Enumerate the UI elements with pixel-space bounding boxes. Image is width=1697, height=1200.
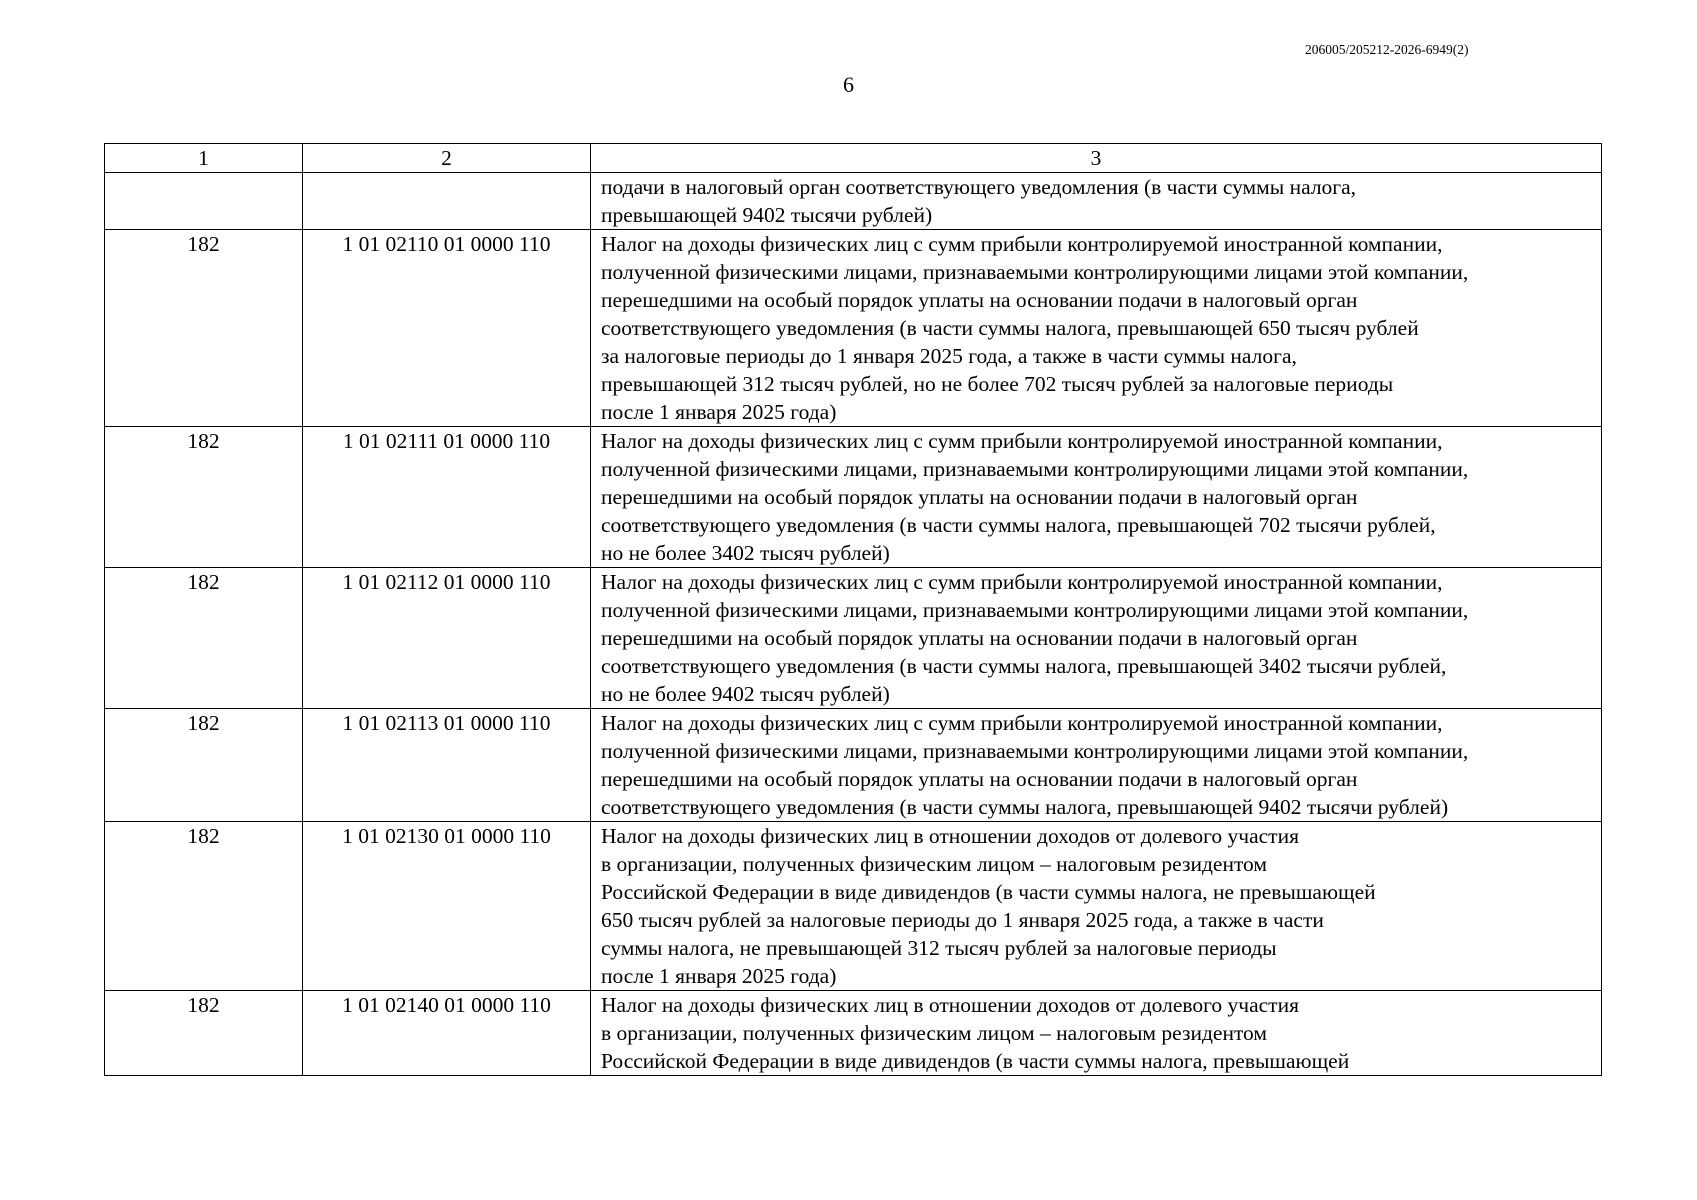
document-number: 206005/205212-2026-6949(2)	[1305, 42, 1469, 57]
admin-code-cell: 182	[105, 427, 303, 568]
table-row	[105, 230, 1602, 427]
admin-code-cell: 182	[105, 991, 303, 1076]
budget-code-cell: 1 01 02130 01 0000 110	[303, 822, 591, 991]
description-line: Российской Федерации в виде дивидендов (в части суммы налога, не превышающей	[601, 880, 1376, 904]
description-line: суммы налога, не превышающей 312 тысяч рублей за налоговые периоды	[601, 936, 1277, 960]
budget-code-cell: 1 01 02113 01 0000 110	[303, 709, 591, 822]
description-line: полученной физическими лицами, признаваемыми контролирующими лицами этой компании,	[601, 739, 1469, 763]
description-line: в организации, полученных физическим лицом – налоговым резидентом	[601, 852, 1268, 876]
description-line: подачи в налоговый орган соответствующего уведомления (в части суммы налога,	[601, 175, 1357, 199]
description-line: Налог на доходы физических лиц с сумм прибыли контролируемой иностранной компании,	[601, 711, 1443, 735]
budget-code-cell: 1 01 02110 01 0000 110	[303, 230, 591, 427]
description-line: Российской Федерации в виде дивидендов (в части суммы налога, превышающей	[601, 1049, 1350, 1073]
table-row	[105, 822, 1602, 991]
description-cell	[591, 230, 1602, 427]
admin-code-cell: 182	[105, 822, 303, 991]
description-cell	[591, 568, 1602, 709]
description-line: после 1 января 2025 года)	[601, 964, 837, 988]
description-line: но не более 3402 тысяч рублей)	[601, 541, 890, 565]
description-line: перешедшими на особый порядок уплаты на основании подачи в налоговый орган	[601, 767, 1358, 791]
description-line: полученной физическими лицами, признаваемыми контролирующими лицами этой компании,	[601, 260, 1469, 284]
description-line: полученной физическими лицами, признаваемыми контролирующими лицами этой компании,	[601, 598, 1469, 622]
admin-code-cell: 182	[105, 568, 303, 709]
admin-code-cell	[105, 173, 303, 230]
admin-code-cell: 182	[105, 230, 303, 427]
description-line: Налог на доходы физических лиц с сумм прибыли контролируемой иностранной компании,	[601, 232, 1443, 256]
description-line: соответствующего уведомления (в части суммы налога, превышающей 3402 тысячи рублей,	[601, 654, 1447, 678]
description-line: соответствующего уведомления (в части суммы налога, превышающей 650 тысяч рублей	[601, 316, 1419, 340]
description-line: Налог на доходы физических лиц в отношении доходов от долевого участия	[601, 993, 1299, 1017]
table-row	[105, 173, 1602, 230]
table-row	[105, 709, 1602, 822]
description-line: перешедшими на особый порядок уплаты на основании подачи в налоговый орган	[601, 288, 1358, 312]
description-line: 650 тысяч рублей за налоговые периоды до 1 января 2025 года, а также в части	[601, 908, 1324, 932]
description-line: превышающей 312 тысяч рублей, но не более 702 тысяч рублей за налоговые периоды	[601, 372, 1394, 396]
description-line: за налоговые периоды до 1 января 2025 года, а также в части суммы налога,	[601, 344, 1297, 368]
description-line: соответствующего уведомления (в части суммы налога, превышающей 9402 тысячи рублей)	[601, 795, 1449, 819]
description-cell	[591, 822, 1602, 991]
budget-code-cell: 1 01 02140 01 0000 110	[303, 991, 591, 1076]
table-row	[105, 568, 1602, 709]
table-row	[105, 991, 1602, 1076]
description-cell	[591, 709, 1602, 822]
description-line: Налог на доходы физических лиц с сумм прибыли контролируемой иностранной компании,	[601, 570, 1443, 594]
page-number: 6	[843, 72, 854, 97]
budget-code-cell: 1 01 02112 01 0000 110	[303, 568, 591, 709]
description-line: в организации, полученных физическим лицом – налоговым резидентом	[601, 1021, 1268, 1045]
budget-code-cell: 1 01 02111 01 0000 110	[303, 427, 591, 568]
table-header-row	[105, 144, 1602, 173]
description-line: превышающей 9402 тысячи рублей)	[601, 203, 933, 227]
budget-classification-table	[104, 143, 1602, 1076]
header-col-1: 1	[105, 144, 303, 173]
description-cell	[591, 173, 1602, 230]
admin-code-cell: 182	[105, 709, 303, 822]
description-line: перешедшими на особый порядок уплаты на основании подачи в налоговый орган	[601, 485, 1358, 509]
description-line: перешедшими на особый порядок уплаты на основании подачи в налоговый орган	[601, 626, 1358, 650]
description-line: Налог на доходы физических лиц с сумм прибыли контролируемой иностранной компании,	[601, 429, 1443, 453]
description-line: соответствующего уведомления (в части суммы налога, превышающей 702 тысячи рублей,	[601, 513, 1436, 537]
table-row	[105, 427, 1602, 568]
description-line: полученной физическими лицами, признаваемыми контролирующими лицами этой компании,	[601, 457, 1469, 481]
header-col-2: 2	[303, 144, 591, 173]
budget-code-cell	[303, 173, 591, 230]
description-line: после 1 января 2025 года)	[601, 400, 837, 424]
header-col-3: 3	[591, 144, 1602, 173]
description-cell	[591, 991, 1602, 1076]
description-line: Налог на доходы физических лиц в отношении доходов от долевого участия	[601, 824, 1299, 848]
description-line: но не более 9402 тысяч рублей)	[601, 682, 890, 706]
description-cell	[591, 427, 1602, 568]
